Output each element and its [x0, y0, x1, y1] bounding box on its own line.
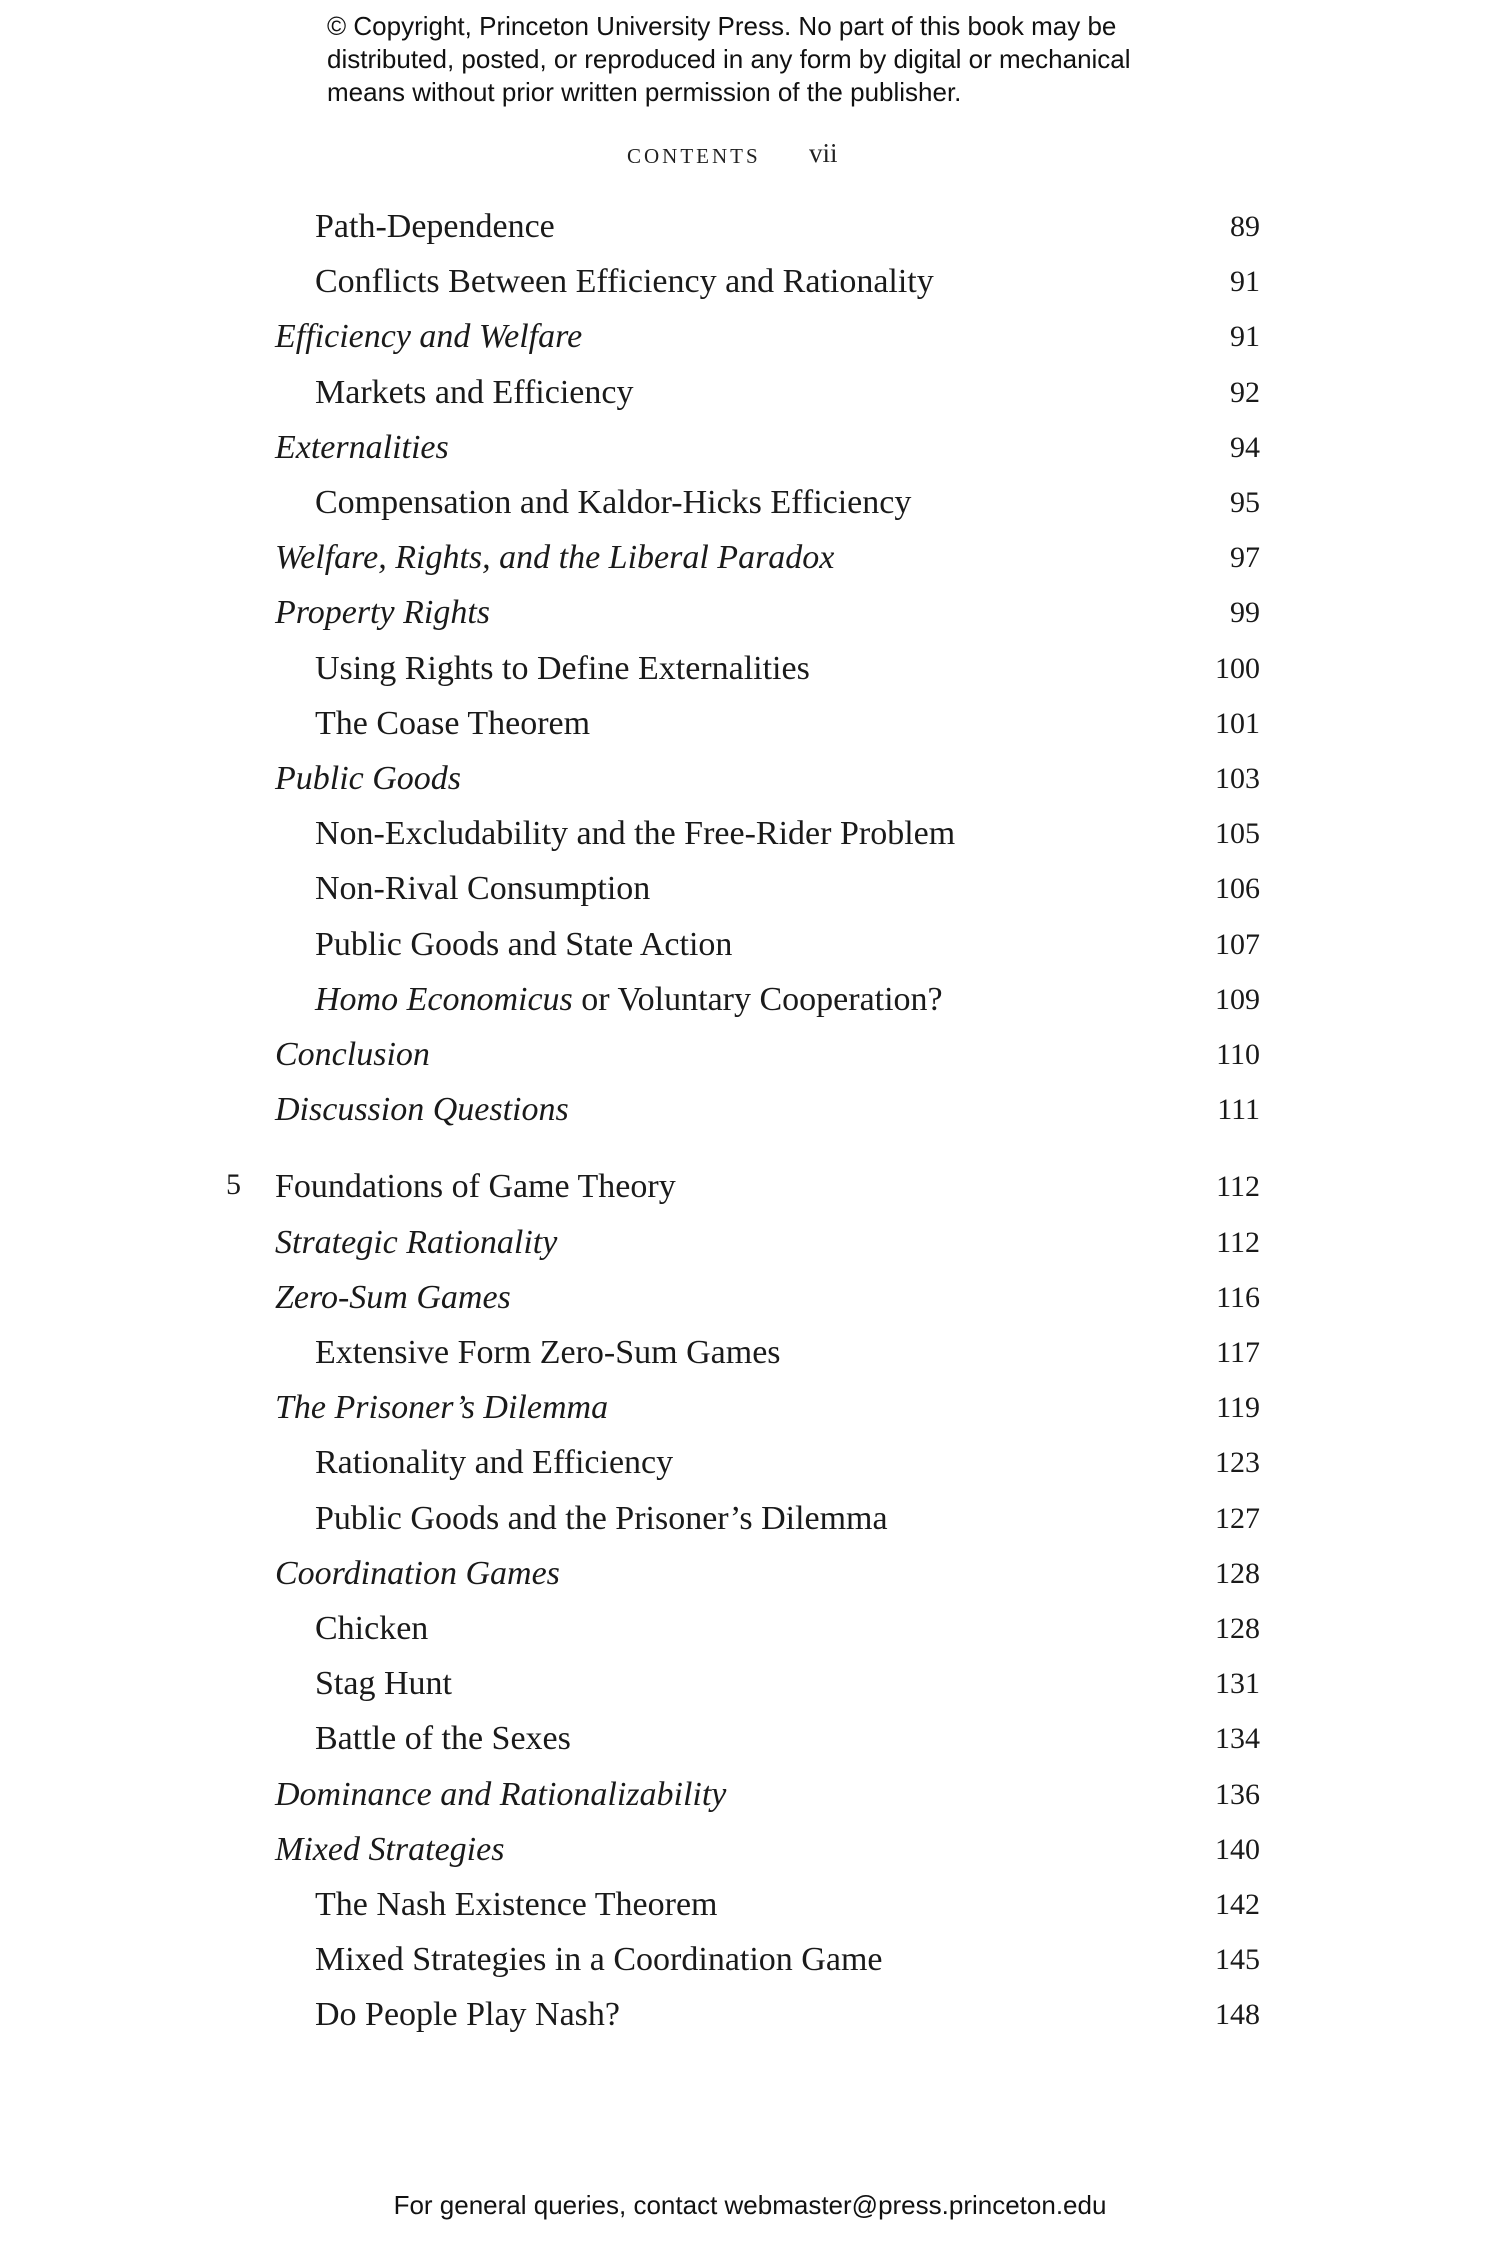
entry-title: Extensive Form Zero-Sum Games — [315, 1334, 781, 1371]
entry-page-number: 97 — [1230, 541, 1260, 574]
entry-page-number: 127 — [1215, 1502, 1260, 1535]
toc-section-entry — [0, 1776, 1500, 1824]
entry-title: The Prisoner’s Dilemma — [275, 1389, 609, 1426]
entry-title: Non-Rival Consumption — [315, 870, 651, 907]
entry-title: Welfare, Rights, and the Liberal Paradox — [275, 539, 835, 576]
entry-title: Externalities — [275, 429, 449, 466]
toc-subsection-entry — [0, 870, 1500, 918]
entry-page-number: 95 — [1230, 486, 1260, 519]
toc-subsection-entry — [0, 1941, 1500, 1989]
entry-page-number: 106 — [1215, 872, 1260, 905]
entry-title: Mixed Strategies — [275, 1831, 505, 1868]
entry-title: Chicken — [315, 1610, 429, 1647]
entry-title: Mixed Strategies in a Coordination Game — [315, 1941, 883, 1978]
toc-section-entry — [0, 1224, 1500, 1272]
entry-page-number: 145 — [1215, 1943, 1260, 1976]
entry-page-number: 131 — [1215, 1667, 1260, 1700]
toc-section-entry — [0, 539, 1500, 587]
entry-page-number: 123 — [1215, 1446, 1260, 1479]
entry-page-number: 107 — [1215, 928, 1260, 961]
entry-page-number: 112 — [1216, 1170, 1260, 1203]
entry-page-number: 92 — [1230, 376, 1260, 409]
toc-section-entry — [0, 1555, 1500, 1603]
toc-subsection-entry — [0, 1610, 1500, 1658]
entry-title: Using Rights to Define Externalities — [315, 650, 810, 687]
running-head-title: CONTENTS — [627, 144, 761, 168]
toc-subsection-entry — [0, 705, 1500, 753]
toc-subsection-entry — [0, 374, 1500, 422]
entry-page-number: 94 — [1230, 431, 1260, 464]
entry-page-number: 99 — [1230, 596, 1260, 629]
toc-subsection-entry — [0, 1665, 1500, 1713]
entry-title: Efficiency and Welfare — [275, 318, 583, 355]
entry-page-number: 148 — [1215, 1998, 1260, 2031]
toc-subsection-entry — [0, 1996, 1500, 2044]
footer-contact: For general queries, contact webmaster@press.princeton.edu — [393, 2190, 1107, 2220]
entry-page-number: 128 — [1215, 1612, 1260, 1645]
entry-title: Path-Dependence — [315, 208, 555, 245]
chapter-number: 5 — [226, 1168, 241, 1201]
entry-page-number: 112 — [1216, 1226, 1260, 1259]
entry-page-number: 105 — [1215, 817, 1260, 850]
entry-title-italic: Homo Economicus — [315, 981, 573, 1018]
entry-page-number: 91 — [1230, 320, 1260, 353]
toc-section-entry — [0, 1036, 1500, 1084]
entry-title: The Coase Theorem — [315, 705, 591, 742]
entry-title: Discussion Questions — [275, 1091, 569, 1128]
entry-title: Stag Hunt — [315, 1665, 452, 1702]
entry-title: Markets and Efficiency — [315, 374, 634, 411]
copyright-line: © Copyright, Princeton University Press. No part of this book may be — [327, 11, 1117, 41]
entry-page-number: 116 — [1216, 1281, 1260, 1314]
entry-title: Compensation and Kaldor-Hicks Efficiency — [315, 484, 912, 521]
entry-title: Coordination Games — [275, 1555, 560, 1592]
toc-section-entry — [0, 1831, 1500, 1879]
entry-page-number: 101 — [1215, 707, 1260, 740]
toc-subsection-entry — [0, 815, 1500, 863]
entry-title: Do People Play Nash? — [315, 1996, 621, 2033]
toc-subsection-entry — [0, 981, 1500, 1029]
entry-title: Property Rights — [275, 594, 490, 631]
toc-section-entry — [0, 1389, 1500, 1437]
entry-title: Public Goods and the Prisoner’s Dilemma — [315, 1500, 888, 1537]
entry-page-number: 134 — [1215, 1722, 1260, 1755]
entry-title: Conflicts Between Efficiency and Rationality — [315, 263, 934, 300]
entry-title: Conclusion — [275, 1036, 430, 1073]
entry-page-number: 136 — [1215, 1778, 1260, 1811]
toc-section-entry — [0, 760, 1500, 808]
entry-title: Zero-Sum Games — [275, 1279, 511, 1316]
toc-section-entry — [0, 318, 1500, 366]
toc-subsection-entry — [0, 1720, 1500, 1768]
entry-title: Public Goods — [275, 760, 462, 797]
entry-title: Strategic Rationality — [275, 1224, 558, 1261]
entry-title: Public Goods and State Action — [315, 926, 733, 963]
entry-title — [315, 981, 943, 1019]
entry-title: The Nash Existence Theorem — [315, 1886, 718, 1923]
entry-title: Non-Excludability and the Free-Rider Problem — [315, 815, 956, 852]
toc-section-entry — [0, 1279, 1500, 1327]
copyright-notice — [327, 10, 1227, 109]
toc-subsection-entry — [0, 926, 1500, 974]
entry-page-number: 103 — [1215, 762, 1260, 795]
entry-page-number: 91 — [1230, 265, 1260, 298]
toc-chapter-entry — [0, 1168, 1500, 1216]
copyright-line: means without prior written permission of the publisher. — [327, 77, 962, 107]
toc-section-entry — [0, 1091, 1500, 1139]
entry-page-number: 100 — [1215, 652, 1260, 685]
entry-page-number: 117 — [1216, 1336, 1260, 1369]
entry-title: Battle of the Sexes — [315, 1720, 571, 1757]
entry-title-rest: or Voluntary Cooperation? — [572, 981, 943, 1018]
entry-title: Foundations of Game Theory — [275, 1168, 676, 1205]
entry-page-number: 140 — [1215, 1833, 1260, 1866]
toc-subsection-entry — [0, 263, 1500, 311]
toc-section-entry — [0, 429, 1500, 477]
entry-page-number: 110 — [1216, 1038, 1260, 1071]
toc-subsection-entry — [0, 1500, 1500, 1548]
toc-subsection-entry — [0, 1886, 1500, 1934]
toc-subsection-entry — [0, 484, 1500, 532]
toc-section-entry — [0, 594, 1500, 642]
toc-subsection-entry — [0, 650, 1500, 698]
entry-page-number: 128 — [1215, 1557, 1260, 1590]
entry-page-number: 109 — [1215, 983, 1260, 1016]
entry-title: Rationality and Efficiency — [315, 1444, 674, 1481]
running-head-page-number: vii — [809, 138, 838, 168]
toc-subsection-entry — [0, 1334, 1500, 1382]
entry-title: Dominance and Rationalizability — [275, 1776, 727, 1813]
entry-page-number: 142 — [1215, 1888, 1260, 1921]
copyright-line: distributed, posted, or reproduced in any form by digital or mechanical — [327, 44, 1131, 74]
entry-page-number: 119 — [1216, 1391, 1260, 1424]
toc-subsection-entry — [0, 208, 1500, 256]
toc-subsection-entry — [0, 1444, 1500, 1492]
entry-page-number: 111 — [1217, 1093, 1260, 1126]
entry-page-number: 89 — [1230, 210, 1260, 243]
